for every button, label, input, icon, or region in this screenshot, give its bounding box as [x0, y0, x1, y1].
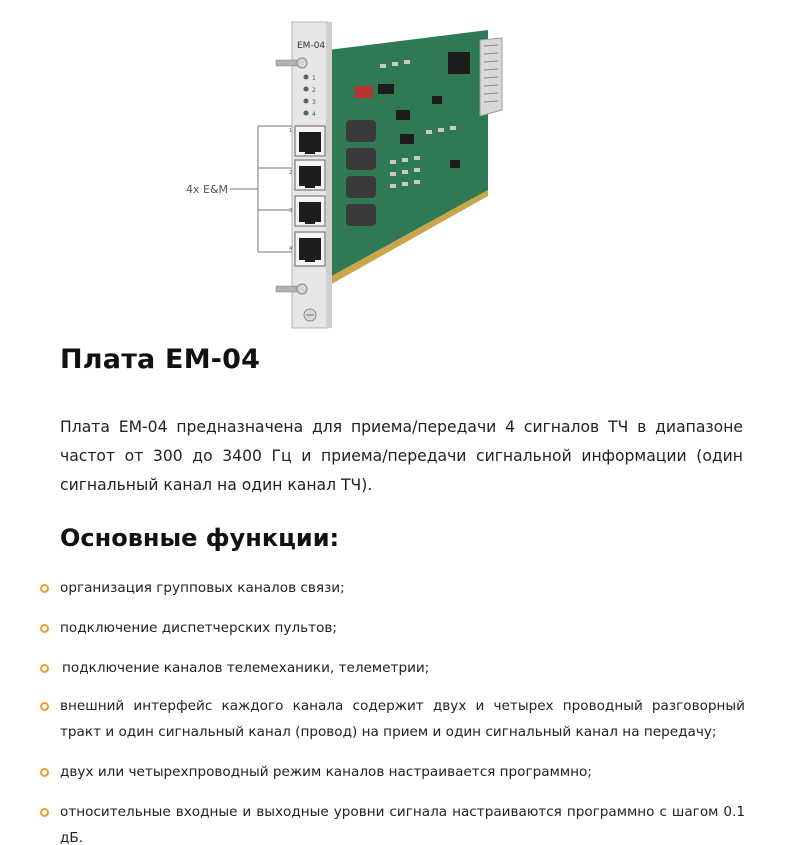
rj-port — [295, 232, 325, 266]
port-label: 2 — [289, 170, 293, 176]
features-list — [40, 575, 745, 845]
intro-paragraph: Плата ЕМ-04 предназначена для приема/передачи 4 сигналов ТЧ в диапазоне частот от 300 до 3400 Гц и приема/передачи сигнальной информации (один сигнальный канал на один канал ТЧ). — [60, 418, 743, 494]
list-item — [40, 759, 745, 785]
bullet-circle-icon — [40, 584, 49, 593]
bullet-circle-icon — [40, 664, 49, 673]
chip — [432, 96, 442, 104]
screw-top — [276, 60, 298, 66]
bullet-circle-icon — [40, 624, 49, 633]
chip — [378, 84, 394, 94]
callout-bracket — [230, 126, 292, 252]
panel-label: EM-04 — [297, 41, 326, 51]
led-indicator — [304, 87, 309, 92]
transformer — [346, 176, 376, 198]
port-label: 4 — [289, 246, 293, 252]
chip-main — [448, 52, 470, 74]
relay-red — [355, 86, 373, 98]
led-label: 2 — [312, 87, 316, 94]
rj-port — [295, 196, 325, 226]
transformer — [346, 148, 376, 170]
list-item — [40, 799, 745, 845]
chip — [400, 134, 414, 144]
rj-port — [295, 160, 325, 190]
led-label: 1 — [312, 75, 316, 82]
bullet-circle-icon — [40, 702, 49, 711]
feature-text: организация групповых каналов связи; — [60, 580, 345, 596]
chip — [450, 160, 460, 168]
feature-text: подключение диспетчерских пультов; — [60, 620, 337, 636]
port-label: 1 — [289, 128, 293, 134]
feature-text: относительные входные и выходные уровни сигнала настраиваются программно с шагом 0.1 дБ. — [60, 804, 745, 845]
callout-label: 4x E&M — [186, 183, 229, 196]
led-label: 3 — [312, 99, 316, 106]
screw-bottom — [276, 286, 298, 292]
feature-text: подключение каналов телемеханики, телеметрии; — [62, 660, 430, 676]
list-item — [40, 575, 745, 601]
transformer — [346, 120, 376, 142]
bullet-circle-icon — [40, 808, 49, 817]
led-indicator — [304, 99, 309, 104]
led-indicator — [304, 75, 309, 80]
feature-text: внешний интерфейс каждого канала содержит двух и четырех проводный разговорный тракт и один сигнальный канал (провод) на прием и один сигнальный канал на передачу; — [60, 698, 745, 740]
features-heading: Основные функции: — [60, 524, 340, 552]
port-label: 3 — [289, 208, 293, 214]
list-item — [40, 615, 745, 641]
feature-text: двух или четырехпроводный режим каналов настраивается программно; — [60, 764, 592, 780]
transformer — [346, 204, 376, 226]
board-illustration — [150, 0, 530, 335]
bullet-circle-icon — [40, 768, 49, 777]
panel-side — [326, 22, 332, 328]
list-item — [40, 693, 745, 745]
chip — [396, 110, 410, 120]
led-label: 4 — [312, 111, 316, 118]
rj-port — [295, 126, 325, 156]
product-image — [150, 0, 530, 335]
page-title: Плата ЕМ-04 — [60, 344, 261, 375]
list-item — [40, 655, 745, 681]
led-indicator — [304, 111, 309, 116]
